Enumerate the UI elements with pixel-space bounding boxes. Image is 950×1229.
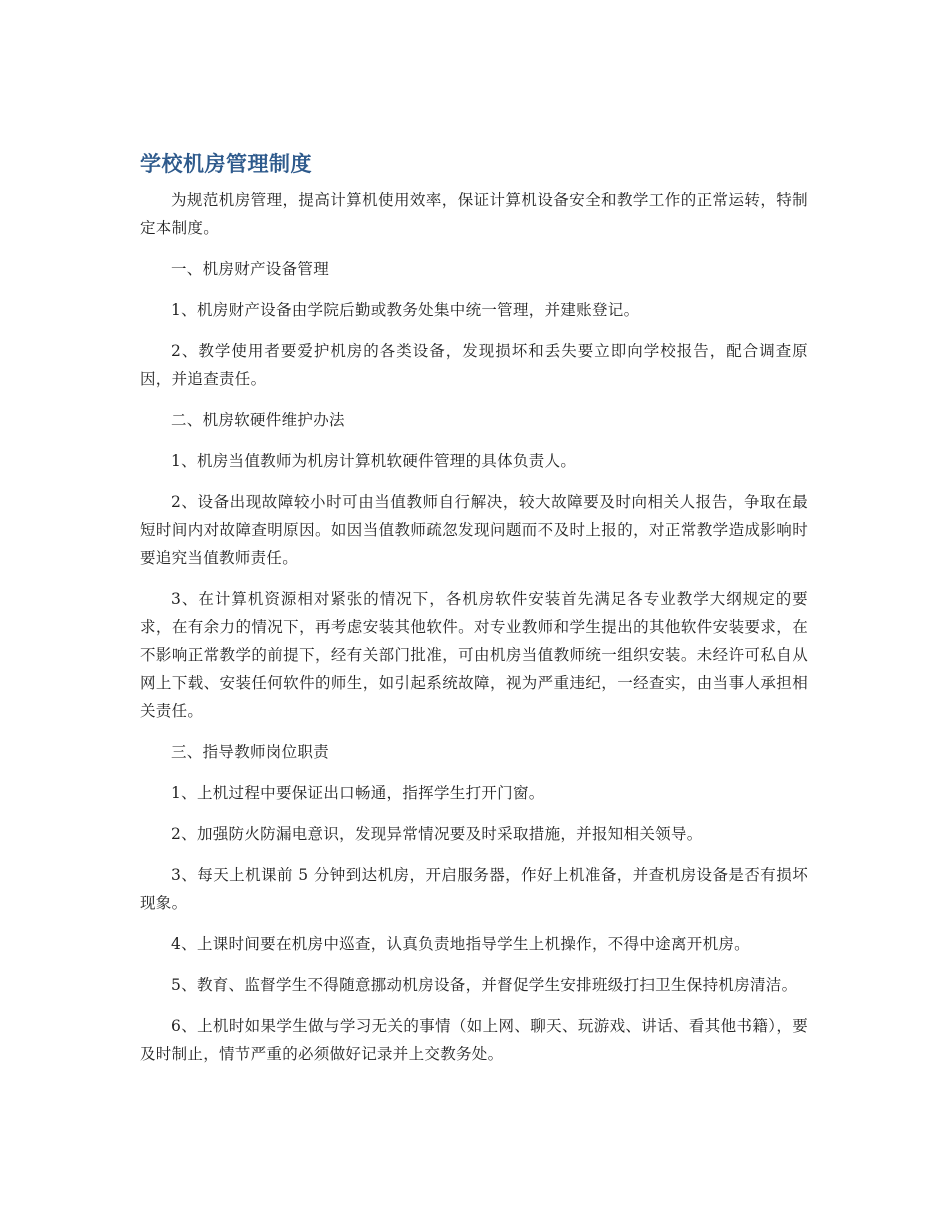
intro-paragraph: 为规范机房管理，提高计算机使用效率，保证计算机设备安全和教学工作的正常运转，特制定本制度。: [140, 191, 808, 237]
section-1-item-1: 1、机房财产设备由学院后勤或教务处集中统一管理，并建账登记。: [171, 301, 640, 319]
document-page: [140, 148, 808, 1081]
section-1-item-2: 2、教学使用者要爱护机房的各类设备，发现损坏和丢失要立即向学校报告，配合调查原因，并追查责任。: [140, 342, 808, 388]
section-2-item-2: 2、设备出现故障较小时可由当值教师自行解决，较大故障要及时向相关人报告，争取在最短时间内对故障查明原因。如因当值教师疏忽发现问题而不及时上报的，对正常教学造成影响时要追究当值教师责任。: [140, 493, 808, 567]
section-2-item-1: 1、机房当值教师为机房计算机软硬件管理的具体负责人。: [171, 452, 577, 470]
section-3-item-5: 5、教育、监督学生不得随意挪动机房设备，并督促学生安排班级打扫卫生保持机房清洁。: [171, 976, 798, 994]
section-3-item-2: 2、加强防火防漏电意识，发现异常情况要及时采取措施，并报知相关领导。: [171, 825, 703, 843]
section-3-item-6: 6、上机时如果学生做与学习无关的事情（如上网、聊天、玩游戏、讲话、看其他书籍），要及时制止，情节严重的必须做好记录并上交教务处。: [140, 1017, 808, 1063]
section-heading-2: 二、机房软硬件维护办法: [171, 411, 345, 429]
section-heading-3: 三、指导教师岗位职责: [171, 743, 330, 761]
section-heading-1: 一、机房财产设备管理: [171, 260, 330, 278]
section-2-item-3: 3、在计算机资源相对紧张的情况下，各机房软件安装首先满足各专业教学大纲规定的要求，在有余力的情况下，再考虑安装其他软件。对专业教师和学生提出的其他软件安装要求，在不影响正常教学的前提下，经有关部门批准，可由机房当值教师统一组织安装。未经许可私自从网上下载、安装任何软件的师生，如引起系统故障，视为严重违纪，一经查实，由当事人承担相关责任。: [140, 590, 808, 720]
section-3-item-3: 3、每天上机课前 5 分钟到达机房，开启服务器，作好上机准备，并查机房设备是否有损坏现象。: [140, 866, 808, 912]
section-3-item-4: 4、上课时间要在机房中巡查，认真负责地指导学生上机操作，不得中途离开机房。: [171, 935, 750, 953]
document-title: 学校机房管理制度: [140, 152, 312, 176]
section-3-item-1: 1、上机过程中要保证出口畅通，指挥学生打开门窗。: [171, 784, 545, 802]
